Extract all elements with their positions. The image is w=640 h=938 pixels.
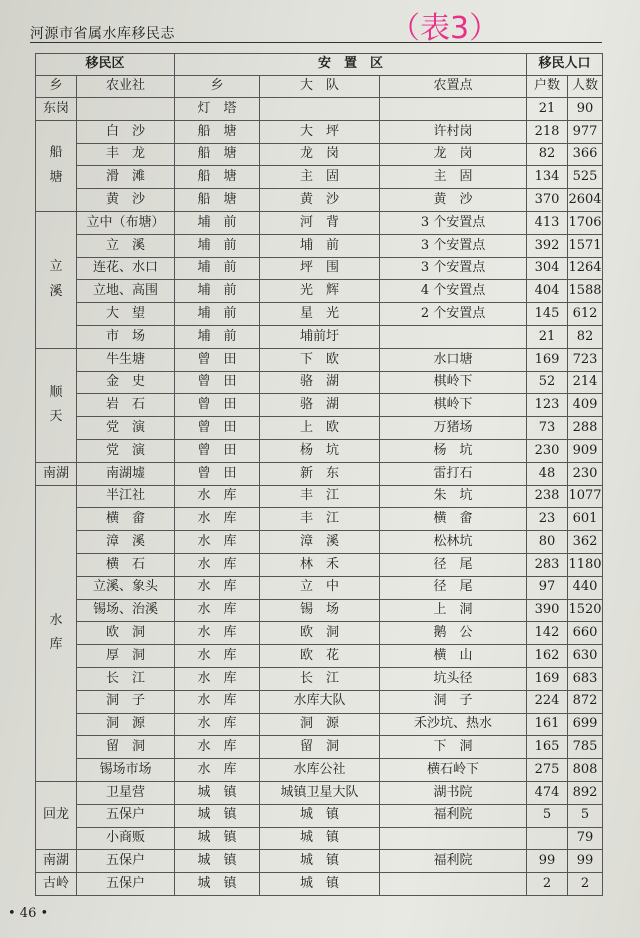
cell-xiang: 城 镇: [175, 873, 260, 896]
cell-nongzhidian: 鹅 公: [380, 622, 527, 645]
cell-nongzhidian: 3 个安置点: [380, 257, 527, 280]
cell-households: 97: [527, 576, 568, 599]
cell-nongyeshe: 大 望: [77, 303, 175, 326]
cell-households: 134: [527, 166, 568, 189]
header-resettle-xiang: 乡: [175, 76, 260, 98]
cell-nongzhidian: 棋岭下: [380, 394, 527, 417]
cell-nongzhidian: 许村岗: [380, 120, 527, 143]
cell-households: 5: [527, 804, 568, 827]
cell-xiang: 水 库: [175, 599, 260, 622]
cell-households: 474: [527, 781, 568, 804]
cell-households: 169: [527, 667, 568, 690]
cell-nongzhidian: 主 固: [380, 166, 527, 189]
resettlement-table: [35, 53, 603, 896]
cell-xiang: 水 库: [175, 553, 260, 576]
region-char: 立: [49, 259, 63, 275]
cell-dadui: 龙 岗: [260, 143, 380, 166]
cell-households: 370: [527, 189, 568, 212]
cell-nongzhidian: 水口塘: [380, 348, 527, 371]
cell-persons: 1588: [568, 280, 603, 303]
cell-nongyeshe: 长 江: [77, 667, 175, 690]
cell-nongzhidian: 龙 岗: [380, 143, 527, 166]
cell-persons: 2604: [568, 189, 603, 212]
region-char: 船: [49, 145, 63, 161]
cell-nongyeshe: 五保户: [77, 873, 175, 896]
cell-dadui: 林 禾: [260, 553, 380, 576]
region-char: 天: [49, 409, 63, 425]
table-row: [36, 850, 603, 873]
table-row: [36, 531, 603, 554]
cell-households: 218: [527, 120, 568, 143]
cell-households: 162: [527, 645, 568, 668]
cell-xiang: 城 镇: [175, 781, 260, 804]
cell-households: 123: [527, 394, 568, 417]
cell-households: 161: [527, 713, 568, 736]
cell-xiang: 埔 前: [175, 257, 260, 280]
cell-xiang: 曾 田: [175, 394, 260, 417]
cell-persons: 5: [568, 804, 603, 827]
cell-nongyeshe: 横 石: [77, 553, 175, 576]
region-cell-huilong: 回龙: [36, 781, 77, 849]
cell-persons: 612: [568, 303, 603, 326]
cell-dadui: 新 东: [260, 462, 380, 485]
cell-dadui: 埔前圩: [260, 325, 380, 348]
cell-persons: 785: [568, 736, 603, 759]
cell-households: 283: [527, 553, 568, 576]
cell-households: 142: [527, 622, 568, 645]
table-row: [36, 713, 603, 736]
cell-nongyeshe: [77, 98, 175, 121]
cell-households: 80: [527, 531, 568, 554]
cell-nongyeshe: 卫星营: [77, 781, 175, 804]
cell-nongyeshe: 立 溪: [77, 234, 175, 257]
cell-xiang: 埔 前: [175, 234, 260, 257]
cell-dadui: 城 镇: [260, 873, 380, 896]
cell-xiang: 埔 前: [175, 211, 260, 234]
cell-households: 404: [527, 280, 568, 303]
cell-dadui: 主 固: [260, 166, 380, 189]
cell-dadui: 城镇卫星大队: [260, 781, 380, 804]
cell-nongzhidian: 湖书院: [380, 781, 527, 804]
table-row: [36, 576, 603, 599]
table-row: [36, 759, 603, 782]
cell-dadui: 水库大队: [260, 690, 380, 713]
cell-nongyeshe: 洞 源: [77, 713, 175, 736]
cell-xiang: 船 塘: [175, 189, 260, 212]
cell-xiang: 水 库: [175, 622, 260, 645]
region-cell-shuiku: [36, 485, 77, 781]
cell-dadui: 丰 江: [260, 485, 380, 508]
cell-persons: 1264: [568, 257, 603, 280]
page-number: • 46 •: [8, 906, 49, 921]
cell-dadui: 星 光: [260, 303, 380, 326]
table-row: [36, 439, 603, 462]
cell-persons: 1706: [568, 211, 603, 234]
cell-xiang: 城 镇: [175, 850, 260, 873]
cell-persons: 909: [568, 439, 603, 462]
header-nongyeshe: 农业社: [77, 76, 175, 98]
cell-nongzhidian: [380, 325, 527, 348]
cell-persons: 90: [568, 98, 603, 121]
cell-xiang: 水 库: [175, 645, 260, 668]
cell-nongyeshe: 市 场: [77, 325, 175, 348]
header-row-columns: [36, 76, 603, 98]
cell-dadui: 漳 溪: [260, 531, 380, 554]
cell-nongzhidian: 横石岭下: [380, 759, 527, 782]
cell-nongyeshe: 半江社: [77, 485, 175, 508]
header-population: 移民人口: [527, 54, 603, 76]
table-row: [36, 189, 603, 212]
header-households: 户数: [527, 76, 568, 98]
region-cell-guling: 古岭: [36, 873, 77, 896]
cell-nongyeshe: 滑 滩: [77, 166, 175, 189]
cell-nongzhidian: 横 山: [380, 645, 527, 668]
cell-households: 73: [527, 417, 568, 440]
cell-persons: 808: [568, 759, 603, 782]
cell-nongyeshe: 欧 洞: [77, 622, 175, 645]
cell-nongzhidian: 禾沙坑、热水: [380, 713, 527, 736]
cell-dadui: 埔 前: [260, 234, 380, 257]
cell-nongzhidian: 朱 坑: [380, 485, 527, 508]
region-cell-dongang: 东岗: [36, 98, 77, 121]
region-char: 溪: [49, 283, 63, 299]
cell-households: 2: [527, 873, 568, 896]
cell-households: 99: [527, 850, 568, 873]
table-row: [36, 736, 603, 759]
cell-nongzhidian: 雷打石: [380, 462, 527, 485]
cell-xiang: 水 库: [175, 736, 260, 759]
cell-dadui: 光 辉: [260, 280, 380, 303]
cell-nongzhidian: [380, 827, 527, 850]
cell-persons: 1571: [568, 234, 603, 257]
table-row: [36, 120, 603, 143]
cell-nongzhidian: 坑头径: [380, 667, 527, 690]
cell-xiang: 城 镇: [175, 827, 260, 850]
cell-persons: 525: [568, 166, 603, 189]
cell-nongyeshe: 锡场、治溪: [77, 599, 175, 622]
table-row: [36, 462, 603, 485]
cell-households: 165: [527, 736, 568, 759]
table-row: [36, 371, 603, 394]
cell-households: 224: [527, 690, 568, 713]
cell-dadui: 城 镇: [260, 850, 380, 873]
table-row: [36, 599, 603, 622]
cell-nongzhidian: 福利院: [380, 804, 527, 827]
cell-households: 48: [527, 462, 568, 485]
cell-nongyeshe: 洞 子: [77, 690, 175, 713]
cell-nongzhidian: 下 洞: [380, 736, 527, 759]
cell-persons: 977: [568, 120, 603, 143]
header-origin-area: 移民区: [36, 54, 175, 76]
cell-households: 23: [527, 508, 568, 531]
cell-persons: 892: [568, 781, 603, 804]
cell-xiang: 水 库: [175, 576, 260, 599]
cell-nongyeshe: 立地、高围: [77, 280, 175, 303]
cell-households: 238: [527, 485, 568, 508]
region-cell-nanhu-2: 南湖: [36, 850, 77, 873]
table-row: [36, 645, 603, 668]
cell-nongyeshe: 连花、水口: [77, 257, 175, 280]
header-nongzhidian: 农置点: [380, 76, 527, 98]
table-row: [36, 166, 603, 189]
cell-nongzhidian: 横 畲: [380, 508, 527, 531]
region-char: 顺: [49, 384, 63, 400]
table-row: [36, 667, 603, 690]
cell-households: 169: [527, 348, 568, 371]
cell-nongzhidian: 2 个安置点: [380, 303, 527, 326]
cell-nongyeshe: 五保户: [77, 804, 175, 827]
cell-xiang: 水 库: [175, 667, 260, 690]
cell-dadui: 大 坪: [260, 120, 380, 143]
cell-nongyeshe: 锡场市场: [77, 759, 175, 782]
cell-nongyeshe: 立溪、象头: [77, 576, 175, 599]
cell-dadui: 立 中: [260, 576, 380, 599]
cell-nongzhidian: 3 个安置点: [380, 234, 527, 257]
cell-households: 392: [527, 234, 568, 257]
header-row-groups: [36, 54, 603, 76]
cell-dadui: 坪 围: [260, 257, 380, 280]
table-row: [36, 873, 603, 896]
cell-households: 230: [527, 439, 568, 462]
cell-dadui: 杨 坑: [260, 439, 380, 462]
cell-dadui: 丰 江: [260, 508, 380, 531]
cell-nongyeshe: 立中（布塘）: [77, 211, 175, 234]
table-row: [36, 827, 603, 850]
cell-xiang: 埔 前: [175, 303, 260, 326]
cell-dadui: 长 江: [260, 667, 380, 690]
cell-xiang: 曾 田: [175, 417, 260, 440]
cell-xiang: 曾 田: [175, 348, 260, 371]
region-char: 塘: [49, 169, 63, 185]
table-row: [36, 98, 603, 121]
cell-households: 413: [527, 211, 568, 234]
cell-persons: 1520: [568, 599, 603, 622]
table-row: [36, 394, 603, 417]
region-cell-chuantang: [36, 120, 77, 211]
cell-dadui: 城 镇: [260, 804, 380, 827]
region-char: 水: [49, 612, 63, 628]
table-row: [36, 143, 603, 166]
table-number-annotation: （表3）: [390, 11, 500, 46]
cell-xiang: 曾 田: [175, 462, 260, 485]
cell-nongyeshe: 牛生塘: [77, 348, 175, 371]
cell-xiang: 灯 塔: [175, 98, 260, 121]
cell-xiang: 埔 前: [175, 280, 260, 303]
cell-households: [527, 827, 568, 850]
cell-dadui: 城 镇: [260, 827, 380, 850]
header-resettlement-area: 安 置 区: [175, 54, 527, 76]
cell-nongyeshe: 厚 洞: [77, 645, 175, 668]
cell-persons: 230: [568, 462, 603, 485]
cell-households: 21: [527, 98, 568, 121]
cell-persons: 683: [568, 667, 603, 690]
cell-persons: 79: [568, 827, 603, 850]
table-row: [36, 804, 603, 827]
cell-xiang: 船 塘: [175, 143, 260, 166]
cell-persons: 440: [568, 576, 603, 599]
cell-persons: 660: [568, 622, 603, 645]
cell-persons: 366: [568, 143, 603, 166]
cell-persons: 2: [568, 873, 603, 896]
cell-dadui: 河 背: [260, 211, 380, 234]
cell-xiang: 水 库: [175, 690, 260, 713]
cell-xiang: 水 库: [175, 485, 260, 508]
cell-nongzhidian: 洞 子: [380, 690, 527, 713]
cell-nongzhidian: 松林坑: [380, 531, 527, 554]
cell-households: 145: [527, 303, 568, 326]
cell-nongyeshe: 党 演: [77, 439, 175, 462]
cell-persons: 288: [568, 417, 603, 440]
table-row: [36, 508, 603, 531]
cell-dadui: 欧 洞: [260, 622, 380, 645]
cell-nongyeshe: 党 演: [77, 417, 175, 440]
cell-nongyeshe: 金 史: [77, 371, 175, 394]
cell-persons: 1180: [568, 553, 603, 576]
table-row: [36, 690, 603, 713]
cell-nongzhidian: 上 洞: [380, 599, 527, 622]
cell-persons: 699: [568, 713, 603, 736]
table-row: [36, 553, 603, 576]
cell-nongyeshe: 留 洞: [77, 736, 175, 759]
cell-persons: 82: [568, 325, 603, 348]
header-rule: [30, 42, 602, 43]
cell-nongzhidian: 杨 坑: [380, 439, 527, 462]
cell-nongyeshe: 横 畲: [77, 508, 175, 531]
table-row: [36, 211, 603, 234]
cell-nongyeshe: 南湖墟: [77, 462, 175, 485]
table-row: [36, 485, 603, 508]
cell-nongyeshe: 小商贩: [77, 827, 175, 850]
cell-xiang: 船 塘: [175, 120, 260, 143]
cell-persons: 1077: [568, 485, 603, 508]
table-row: [36, 303, 603, 326]
cell-nongyeshe: 黄 沙: [77, 189, 175, 212]
cell-nongzhidian: [380, 98, 527, 121]
cell-xiang: 埔 前: [175, 325, 260, 348]
cell-nongzhidian: 3 个安置点: [380, 211, 527, 234]
region-char: 库: [49, 637, 63, 653]
region-cell-shuntian: [36, 348, 77, 462]
table-row: [36, 325, 603, 348]
cell-households: 82: [527, 143, 568, 166]
cell-nongyeshe: 岩 石: [77, 394, 175, 417]
cell-xiang: 曾 田: [175, 439, 260, 462]
cell-dadui: 骆 湖: [260, 371, 380, 394]
cell-nongyeshe: 白 沙: [77, 120, 175, 143]
cell-dadui: 锡 场: [260, 599, 380, 622]
table-row: [36, 781, 603, 804]
cell-households: 275: [527, 759, 568, 782]
region-cell-nanhu: 南湖: [36, 462, 77, 485]
table-row: [36, 257, 603, 280]
cell-persons: 99: [568, 850, 603, 873]
table-row: [36, 348, 603, 371]
header-persons: 人数: [568, 76, 603, 98]
cell-persons: 409: [568, 394, 603, 417]
cell-dadui: 上 欧: [260, 417, 380, 440]
cell-persons: 362: [568, 531, 603, 554]
cell-nongzhidian: 黄 沙: [380, 189, 527, 212]
cell-persons: 601: [568, 508, 603, 531]
table-row: [36, 280, 603, 303]
book-title: 河源市省属水库移民志: [30, 26, 175, 42]
cell-xiang: 曾 田: [175, 371, 260, 394]
table-row: [36, 417, 603, 440]
cell-xiang: 水 库: [175, 508, 260, 531]
cell-persons: 723: [568, 348, 603, 371]
cell-dadui: 黄 沙: [260, 189, 380, 212]
cell-xiang: 水 库: [175, 713, 260, 736]
table-row: [36, 622, 603, 645]
region-cell-lixi: [36, 211, 77, 348]
cell-nongzhidian: 4 个安置点: [380, 280, 527, 303]
header-xiang: 乡: [36, 76, 77, 98]
cell-nongyeshe: 五保户: [77, 850, 175, 873]
cell-nongzhidian: 径 尾: [380, 553, 527, 576]
cell-nongyeshe: 漳 溪: [77, 531, 175, 554]
cell-households: 52: [527, 371, 568, 394]
table-row: [36, 234, 603, 257]
cell-households: 21: [527, 325, 568, 348]
cell-nongzhidian: 福利院: [380, 850, 527, 873]
cell-dadui: 下 欧: [260, 348, 380, 371]
cell-nongzhidian: [380, 873, 527, 896]
cell-xiang: 水 库: [175, 531, 260, 554]
cell-households: 390: [527, 599, 568, 622]
cell-nongzhidian: 万猪场: [380, 417, 527, 440]
cell-nongyeshe: 丰 龙: [77, 143, 175, 166]
cell-households: 304: [527, 257, 568, 280]
cell-xiang: 船 塘: [175, 166, 260, 189]
cell-dadui: [260, 98, 380, 121]
cell-dadui: 洞 源: [260, 713, 380, 736]
cell-persons: 630: [568, 645, 603, 668]
cell-xiang: 城 镇: [175, 804, 260, 827]
cell-xiang: 水 库: [175, 759, 260, 782]
header-dadui: 大 队: [260, 76, 380, 98]
cell-dadui: 水库公社: [260, 759, 380, 782]
cell-persons: 872: [568, 690, 603, 713]
cell-dadui: 欧 花: [260, 645, 380, 668]
cell-persons: 214: [568, 371, 603, 394]
cell-nongzhidian: 棋岭下: [380, 371, 527, 394]
cell-nongzhidian: 径 尾: [380, 576, 527, 599]
cell-dadui: 骆 湖: [260, 394, 380, 417]
cell-dadui: 留 洞: [260, 736, 380, 759]
